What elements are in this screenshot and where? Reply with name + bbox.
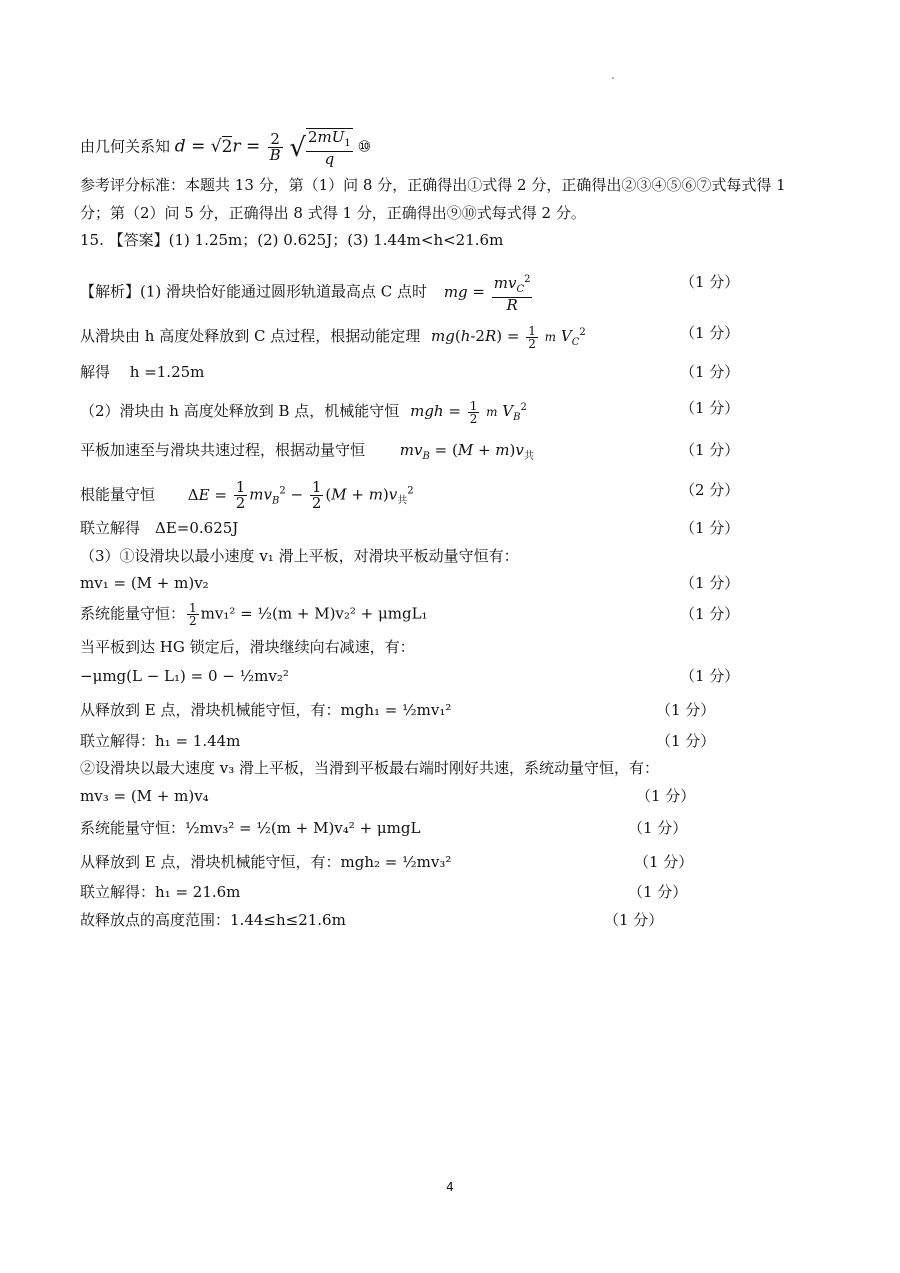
friction-eq: −μmg(L − L₁) = 0 − ½mv₂² [80,667,289,685]
geometry-relation-line: 由几何关系知 d = √2r = $\frac{2}{B}$ √ $\frac{2mU_1}{q}$ ⑩ [80,128,372,168]
energy-conservation-line: 根能量守恒 ΔE = $\frac{1}{2}$ $mv_B^2$ − $\frac{1}{2}$ $(M + m)v_共^2$ [80,478,414,512]
circle-ten: ⑩ [357,137,372,156]
answer-line: 15. 【答案】(1) 1.25m；(2) 0.625J；(3) 1.44m<h<21.6m [80,231,504,249]
height-range-line: 故释放点的高度范围：1.44≤h≤21.6m [80,911,346,929]
score-b4: （1 分） [656,701,716,719]
score-a3: （1 分） [680,363,740,381]
solve-h1-line: 联立解得：h₁ = 1.44m [80,732,241,750]
solve-h2-line: 联立解得：h₁ = 21.6m [80,883,241,901]
mech-energy-eq-1: 从释放到 E 点，滑块机械能守恒，有：mgh₁ = ½mv₁² [80,701,452,719]
analysis-part2: （2）滑块由 h 高度处释放到 B 点，机械能守恒 mgh = $\frac{1}{2}$ m $V_B^2$ [80,398,527,426]
score-a4: （1 分） [680,399,740,417]
energy-eq-2: 系统能量守恒：½mv₃² = ½(m + M)v₄² + μmgL [80,819,421,837]
solve-delta-e-line: 联立解得 ΔE=0.625J [80,519,239,537]
score-b5: （1 分） [656,732,716,750]
hg-lock-line: 当平板到达 HG 锁定后，滑块继续向右减速，有： [80,638,415,656]
max-speed-intro: ②设滑块以最大速度 v₃ 滑上平板，当滑到平板最右端时刚好共速，系统动量守恒，有： [80,759,660,777]
score-c2: （1 分） [628,819,688,837]
score-b3: （1 分） [680,667,740,685]
momentum-eq-1: mv₁ = (M + m)v₂ [80,574,209,592]
scan-dot [612,77,614,79]
score-c1: （1 分） [636,787,696,805]
energy-theorem-line: 从滑块由 h 高度处释放到 C 点过程，根据动能定理 mg(h-2R) = $\frac{1}{2}$ m $V_C^2$ [80,323,586,351]
score-c5: （1 分） [604,911,664,929]
score-c4: （1 分） [628,883,688,901]
momentum-eq-2: mv₃ = (M + m)v₄ [80,787,209,805]
score-b1: （1 分） [680,574,740,592]
score-a6: （2 分） [680,481,740,499]
energy-eq-1: 系统能量守恒： $\frac{1}{2}$ mv₁² = ½(m + M)v₂² + μmgL₁ [80,601,428,628]
mech-energy-eq-2: 从释放到 E 点，滑块机械能守恒，有：mgh₂ = ½mv₃² [80,853,452,871]
score-a7: （1 分） [680,519,740,537]
analysis-part1: 【解析】(1) 滑块恰好能通过圆形轨道最高点 C 点时 mg = $\frac{mv_C^2}{R}$ [80,274,531,314]
scoring-standard-line-2: 分；第（2）问 5 分，正确得出 8 式得 1 分，正确得出⑨⑩式每式得 2 分。 [80,204,586,222]
solve-h-line: 解得 h =1.25m [80,363,205,381]
scoring-standard-line-1: 参考评分标准：本题共 13 分，第（1）问 8 分，正确得出①式得 2 分，正确得出②③④⑤⑥⑦式每式得 1 [80,176,786,194]
score-a2: （1 分） [680,324,740,342]
score-b2: （1 分） [680,605,740,623]
score-c3: （1 分） [634,853,694,871]
page-number: 4 [446,1180,454,1194]
sqrt-expr: √ $\frac{2mU_1}{q}$ [289,128,351,168]
momentum-line: 平板加速至与滑块共速过程，根据动量守恒 $mv_B = (M + m)v_共$ [80,441,534,462]
score-a1: （1 分） [680,273,740,291]
frac-2-over-B: $\frac{2}{B}$ [269,130,281,164]
score-a5: （1 分） [680,441,740,459]
part3-intro: （3）①设滑块以最小速度 v₁ 滑上平板，对滑块平板动量守恒有： [80,547,519,565]
d-equals: d = [174,136,211,157]
geometry-text: 由几何关系知 [80,137,171,156]
